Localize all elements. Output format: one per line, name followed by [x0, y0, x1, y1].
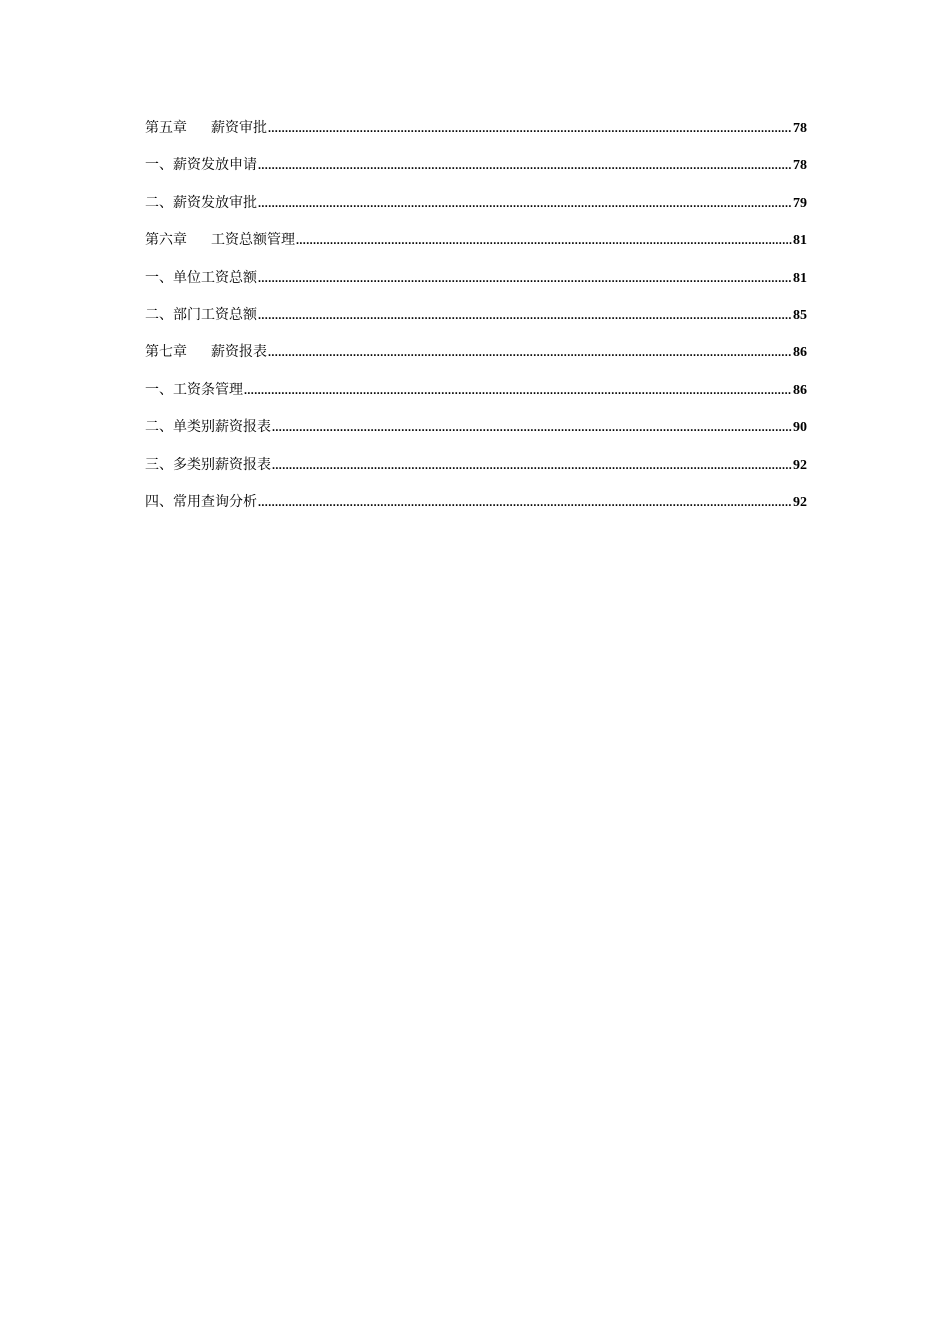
toc-entry-section[interactable]	[145, 191, 807, 228]
toc-entry-page: 92	[793, 457, 807, 473]
toc-entry-number: 二、	[145, 306, 173, 323]
toc-entry-number: 二、	[145, 419, 173, 436]
toc-entry-chapter-5[interactable]	[145, 116, 807, 153]
toc-entry-page: 79	[793, 195, 807, 211]
toc-entry-section[interactable]	[145, 490, 807, 527]
toc-dot-leader	[268, 340, 792, 364]
toc-entry-title: 单类别薪资报表	[173, 419, 271, 436]
toc-entry-page: 85	[793, 307, 807, 323]
toc-entry-number: 三、	[145, 456, 173, 473]
toc-entry-title: 工资条管理	[173, 381, 243, 398]
toc-dot-leader	[258, 191, 792, 215]
toc-dot-leader	[268, 116, 792, 140]
toc-dot-leader	[272, 453, 792, 477]
table-of-contents	[145, 116, 807, 527]
toc-entry-number: 第六章	[145, 232, 187, 249]
toc-entry-page: 86	[793, 345, 807, 361]
toc-entry-number: 一、	[145, 157, 173, 174]
toc-entry-section[interactable]	[145, 153, 807, 190]
toc-entry-section[interactable]	[145, 266, 807, 303]
toc-entry-title: 薪资报表	[211, 344, 267, 361]
toc-entry-number: 二、	[145, 194, 173, 211]
toc-entry-chapter-7[interactable]	[145, 340, 807, 377]
toc-dot-leader	[296, 228, 792, 252]
toc-entry-section[interactable]	[145, 303, 807, 340]
toc-entry-number: 第五章	[145, 120, 187, 136]
toc-entry-chapter-6[interactable]	[145, 228, 807, 265]
toc-entry-page: 78	[793, 158, 807, 174]
toc-entry-title: 薪资发放申请	[173, 157, 257, 174]
toc-entry-title: 常用查询分析	[173, 493, 257, 510]
toc-dot-leader	[258, 266, 792, 290]
toc-dot-leader	[244, 378, 792, 402]
toc-entry-title: 单位工资总额	[173, 269, 257, 286]
toc-dot-leader	[272, 415, 792, 439]
toc-entry-page: 78	[793, 121, 807, 136]
toc-entry-page: 81	[793, 233, 807, 249]
toc-dot-leader	[258, 153, 792, 177]
toc-entry-title: 薪资审批	[211, 120, 267, 136]
toc-dot-leader	[258, 490, 792, 514]
toc-entry-page: 92	[793, 494, 807, 510]
toc-entry-section[interactable]	[145, 378, 807, 415]
toc-entry-title: 多类别薪资报表	[173, 456, 271, 473]
toc-entry-section[interactable]	[145, 453, 807, 490]
toc-entry-title: 工资总额管理	[211, 232, 295, 249]
toc-entry-number: 第七章	[145, 344, 187, 361]
toc-entry-number: 一、	[145, 381, 173, 398]
toc-entry-page: 86	[793, 382, 807, 398]
toc-entry-number: 一、	[145, 269, 173, 286]
toc-entry-page: 81	[793, 270, 807, 286]
toc-entry-section[interactable]	[145, 415, 807, 452]
toc-entry-page: 90	[793, 420, 807, 436]
toc-entry-title: 部门工资总额	[173, 306, 257, 323]
toc-entry-number: 四、	[145, 493, 173, 510]
toc-dot-leader	[258, 303, 792, 327]
toc-entry-title: 薪资发放审批	[173, 194, 257, 211]
